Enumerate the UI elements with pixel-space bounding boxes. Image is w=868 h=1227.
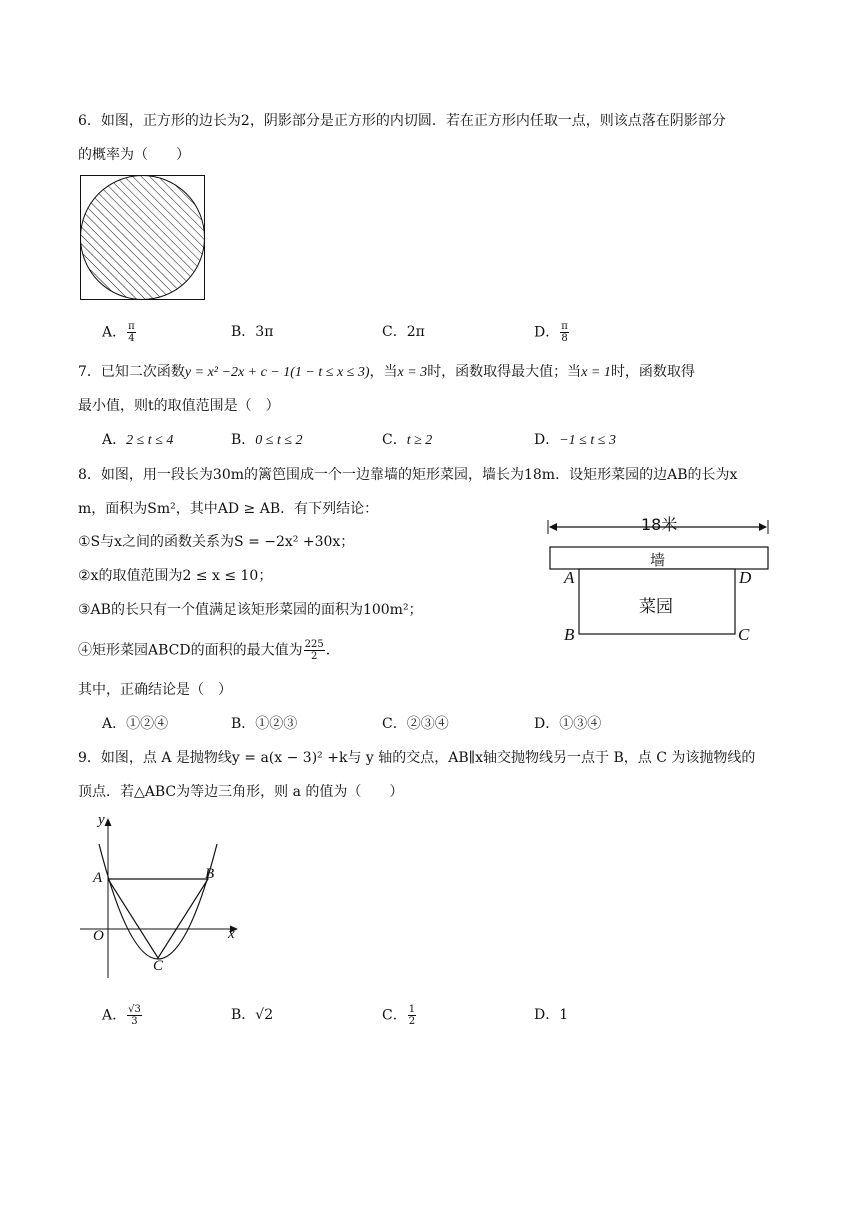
q6-stem-line2: 的概率为（ ）	[78, 147, 190, 163]
q8-garden-label: 菜园	[639, 597, 673, 617]
q8-conclusion-1: ①S与x之间的函数关系为S = −2x² +30x；	[78, 534, 355, 550]
q6-figure-square-circle	[80, 175, 206, 301]
q8-option-d[interactable]: D．①③④	[534, 716, 602, 732]
q9-option-a-fraction: $\frac{√3}{3}$	[128, 1004, 141, 1027]
q6-option-d[interactable]: D． $\frac{\pi}{8}$	[534, 321, 568, 344]
q9-stem-line1: 9．如图，点 A 是抛物线y = a(x − 3)² +k与 y 轴的交点，AB∥x轴交抛物线另一点于 B，点 C 为该抛物线的	[78, 750, 756, 766]
q9-point-c: C	[153, 958, 164, 974]
q8-point-b: B	[564, 625, 575, 644]
q9-point-b: B	[205, 866, 215, 882]
q6-option-b[interactable]: B．3π	[231, 324, 274, 340]
q7-option-b[interactable]: B．0 ≤ t ≤ 2	[231, 432, 303, 448]
q9-option-b[interactable]: B．√2	[231, 1007, 274, 1023]
q9-label-y: y	[98, 812, 105, 828]
q8-conclusion-4: ④矩形菜园ABCD的面积的最大值为 $\frac{225}{2}$ .	[78, 639, 331, 662]
q9-figure-parabola	[80, 812, 250, 982]
q9-point-a: A	[93, 870, 103, 886]
q7-stem-line1: 7．已知二次函数y = x² −2x + c − 1(1 − t ≤ x ≤ 3)，当x = 3时，函数取得最大值；当x = 1时，函数取得	[78, 364, 695, 380]
q8-option-a[interactable]: A．①②④	[102, 716, 169, 732]
q8-option-c[interactable]: C．②③④	[382, 716, 449, 732]
q7-stem-line2: 最小值，则t的取值范围是（ ）	[78, 398, 280, 414]
q6-option-d-fraction: $\frac{\pi}{8}$	[561, 321, 568, 344]
q8-conclusion-3: ③AB的长只有一个值满足该矩形菜园的面积为100m²；	[78, 602, 423, 618]
q9-option-c[interactable]: C． $\frac{1}{2}$	[382, 1004, 416, 1027]
q8-point-c: C	[738, 625, 750, 644]
q9-option-d[interactable]: D．1	[534, 1007, 569, 1023]
q6-option-a[interactable]: A． $\frac{\pi}{4}$	[102, 321, 135, 344]
q8-point-d: D	[739, 568, 752, 587]
q6-stem-line1: 6．如图，正方形的边长为2，阴影部分是正方形的内切圆．若在正方形内任取一点，则该点落在阴影部分	[78, 113, 726, 129]
q7-option-d[interactable]: D．−1 ≤ t ≤ 3	[534, 432, 616, 448]
q8-point-a: A	[564, 568, 575, 587]
q8-stem-line2: m，面积为Sm²，其中AD ≥ AB．有下列结论：	[78, 501, 379, 517]
q9-label-x: x	[228, 926, 235, 942]
q9-option-a[interactable]: A． $\frac{√3}{3}$	[102, 1004, 141, 1027]
q8-stem-line1: 8．如图，用一段长为30m的篱笆围成一个一边靠墙的矩形菜园，墙长为18m．设矩形菜园的边AB的长为x	[78, 467, 738, 483]
q8-length-label: 18米	[641, 515, 678, 534]
q9-option-c-fraction: $\frac{1}{2}$	[408, 1004, 416, 1027]
q9-parabola	[99, 844, 217, 959]
q7-option-c[interactable]: C．t ≥ 2	[382, 432, 433, 448]
q6-option-a-fraction: $\frac{\pi}{4}$	[128, 321, 135, 344]
q9-stem-line2: 顶点．若△ABC为等边三角形，则 a 的值为（ ）	[78, 784, 404, 800]
q8-max-area-fraction: $\frac{225}{2}$	[304, 639, 324, 662]
q6-option-c[interactable]: C．2π	[382, 324, 425, 340]
q7-option-a[interactable]: A．2 ≤ t ≤ 4	[102, 432, 174, 448]
q8-conclusion-2: ②x的取值范围为2 ≤ x ≤ 10；	[78, 568, 273, 584]
q9-label-o: O	[93, 928, 104, 944]
q8-option-b[interactable]: B．①②③	[231, 716, 298, 732]
q8-wall-label: 墙	[650, 551, 666, 569]
q6-inscribed-circle	[81, 176, 205, 300]
q8-closing: 其中，正确结论是（ ）	[78, 682, 232, 698]
